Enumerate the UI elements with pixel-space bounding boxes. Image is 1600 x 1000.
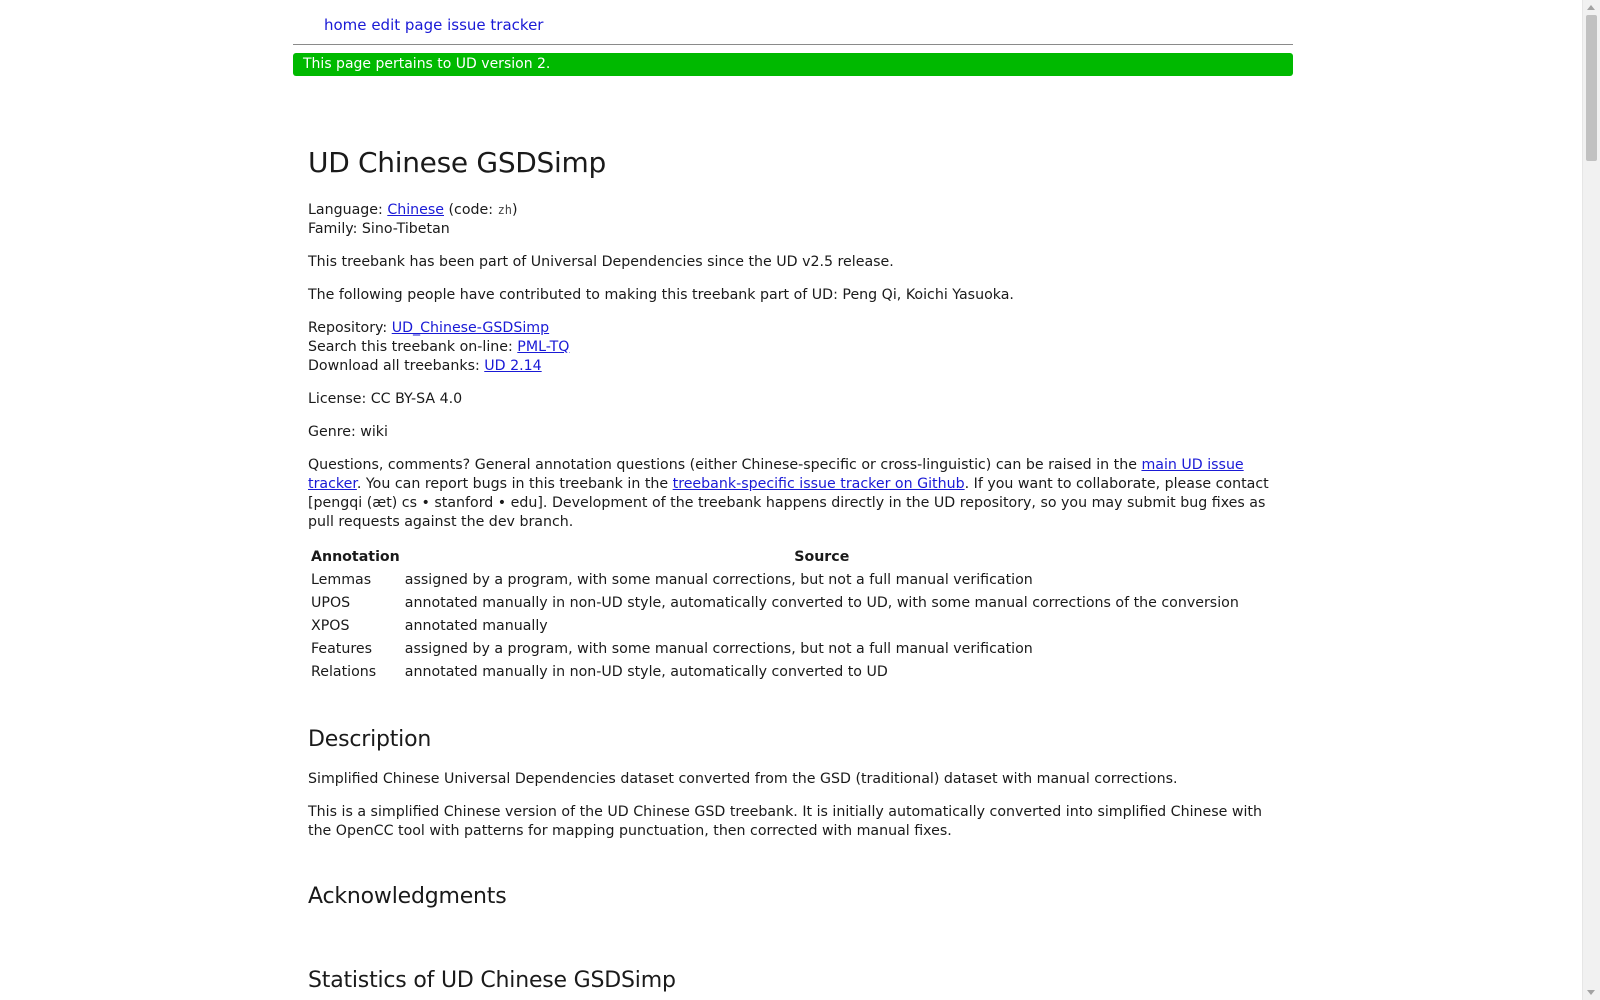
genre-text: Genre: wiki — [308, 424, 388, 440]
scrollbar-thumb[interactable] — [1586, 15, 1597, 161]
table-header-row — [309, 546, 1242, 569]
table-cell-source: assigned by a program, with some manual corrections, but not a full manual verification — [404, 641, 1033, 657]
pml-tq-link[interactable]: PML-TQ — [517, 339, 570, 355]
language-code: zh — [497, 203, 513, 217]
description-heading: Description — [308, 727, 432, 752]
table-cell-source: assigned by a program, with some manual corrections, but not a full manual verification — [404, 572, 1033, 588]
annotation-table — [309, 546, 1242, 684]
main-issue-tracker-link[interactable]: main UD issue tracker — [308, 457, 1244, 492]
acknowledgments-heading: Acknowledgments — [308, 884, 507, 909]
download-link[interactable]: UD 2.14 — [484, 358, 542, 374]
since-text: This treebank has been part of Universal Dependencies since the UD v2.5 release. — [308, 254, 894, 270]
main-content — [308, 145, 1278, 995]
page-container — [293, 0, 1293, 76]
links-block: Repository: UD_Chinese-GSDSimp Search this treebank on-line: PML-TQ Download all treebanks: UD 2.14 — [308, 320, 570, 374]
table-cell-annotation: Lemmas — [311, 572, 372, 588]
questions-text: Questions, comments? General annotation questions (either Chinese-specific or cross-linguistic) can be raised in the main UD issue tracker. You can report bugs in this treebank in the treebank-specific issue tracker on Github. If you want to collaborate, please contact [pengqi (æt) cs • stanford • edu]. Development of the treebank happens directly in the UD repository, so you may submit bug fixes as pull requests against the dev branch. — [308, 457, 1269, 530]
nav-home-link[interactable]: home — [324, 16, 367, 34]
table-row — [309, 569, 1242, 592]
description-paragraph-1: Simplified Chinese Universal Dependencies dataset converted from the GSD (traditional) dataset with manual corrections. — [308, 771, 1178, 787]
statistics-heading: Statistics of UD Chinese GSDSimp — [308, 968, 676, 993]
description-paragraph-2: This is a simplified Chinese version of the UD Chinese GSD treebank. It is initially automatically converted into simplified Chinese with the OpenCC tool with patterns for mapping punctuation, then corrected with manual fixes. — [308, 804, 1262, 839]
table-cell-source: annotated manually — [404, 618, 548, 634]
table-row — [309, 592, 1242, 615]
table-cell-annotation: Features — [311, 641, 373, 657]
table-cell-annotation: Relations — [311, 664, 377, 680]
nav-edit-page-link[interactable]: edit page — [371, 16, 443, 34]
table-row — [309, 615, 1242, 638]
table-cell-source: annotated manually in non-UD style, automatically converted to UD — [404, 664, 888, 680]
scroll-down-arrow-icon[interactable] — [1587, 990, 1595, 995]
top-navigation — [293, 0, 1293, 45]
language-link[interactable]: Chinese — [387, 202, 444, 218]
vertical-scrollbar[interactable] — [1582, 0, 1600, 1000]
treebank-issue-tracker-link[interactable]: treebank-specific issue tracker on Github — [672, 476, 965, 492]
table-cell-annotation: UPOS — [311, 595, 351, 611]
page-title: UD Chinese GSDSimp — [308, 146, 606, 179]
license-text: License: CC BY-SA 4.0 — [308, 391, 463, 407]
table-cell-annotation: XPOS — [311, 618, 350, 634]
nav-links — [324, 16, 543, 34]
table-row — [309, 638, 1242, 661]
scroll-up-arrow-icon[interactable] — [1587, 5, 1595, 10]
repository-link[interactable]: UD_Chinese-GSDSimp — [391, 320, 550, 336]
family-text: Family: Sino-Tibetan — [308, 221, 450, 237]
version-banner: This page pertains to UD version 2. — [293, 53, 1293, 76]
nav-issue-tracker-link[interactable]: issue tracker — [447, 16, 544, 34]
contributors-text: The following people have contributed to making this treebank part of UD: Peng Qi, Koichi Yasuoka. — [308, 287, 1014, 303]
table-row — [309, 661, 1242, 684]
language-info: Language: Chinese (code: zh) Family: Sino-Tibetan — [308, 202, 518, 237]
table-cell-source: annotated manually in non-UD style, automatically converted to UD, with some manual corrections of the conversion — [404, 595, 1239, 611]
table-header-annotation: Annotation — [311, 549, 400, 565]
table-header-source: Source — [794, 549, 850, 565]
